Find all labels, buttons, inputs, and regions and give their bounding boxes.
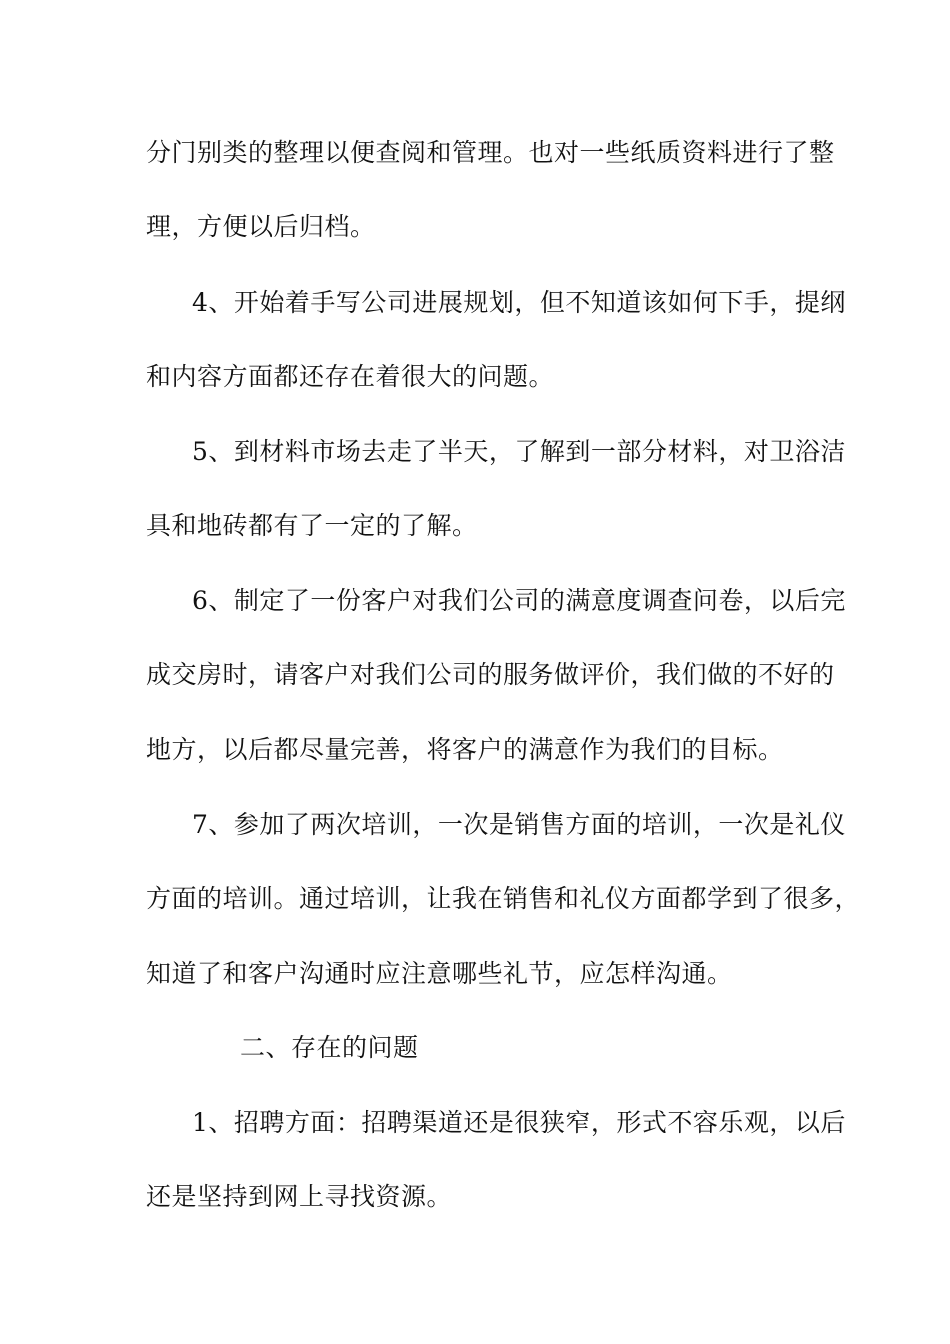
list-item-6-line-1: 6、制定了一份客户对我们公司的满意度调查问卷，以后完 [192, 586, 846, 615]
list-item-6-line-2: 成交房时，请客户对我们公司的服务做评价，我们做的不好的 [146, 660, 835, 689]
list-item-7-line-3: 知道了和客户沟通时应注意哪些礼节，应怎样沟通。 [146, 959, 733, 988]
text-line-1: 分门别类的整理以便查阅和管理。也对一些纸质资料进行了整 [146, 138, 835, 167]
list-item-4-line-1: 4、开始着手写公司进展规划，但不知道该如何下手，提纲 [192, 288, 846, 317]
list-item-5-line-1: 5、到材料市场去走了半天，了解到一部分材料，对卫浴洁 [192, 437, 846, 466]
list-item-7-line-1: 7、参加了两次培训，一次是销售方面的培训，一次是礼仪 [192, 810, 846, 839]
section-heading-problems: 二、存在的问题 [240, 1033, 419, 1062]
text-line-2: 理，方便以后归档。 [146, 212, 376, 241]
problem-item-1-line-1: 1、招聘方面：招聘渠道还是很狭窄，形式不容乐观，以后 [192, 1108, 846, 1137]
list-item-4-line-2: 和内容方面都还存在着很大的问题。 [146, 362, 555, 391]
list-item-6-line-3: 地方，以后都尽量完善，将客户的满意作为我们的目标。 [146, 735, 784, 764]
list-item-7-line-2: 方面的培训。通过培训，让我在销售和礼仪方面都学到了很多， [146, 884, 861, 913]
list-item-5-line-2: 具和地砖都有了一定的了解。 [146, 511, 478, 540]
problem-item-1-line-2: 还是坚持到网上寻找资源。 [146, 1182, 453, 1211]
